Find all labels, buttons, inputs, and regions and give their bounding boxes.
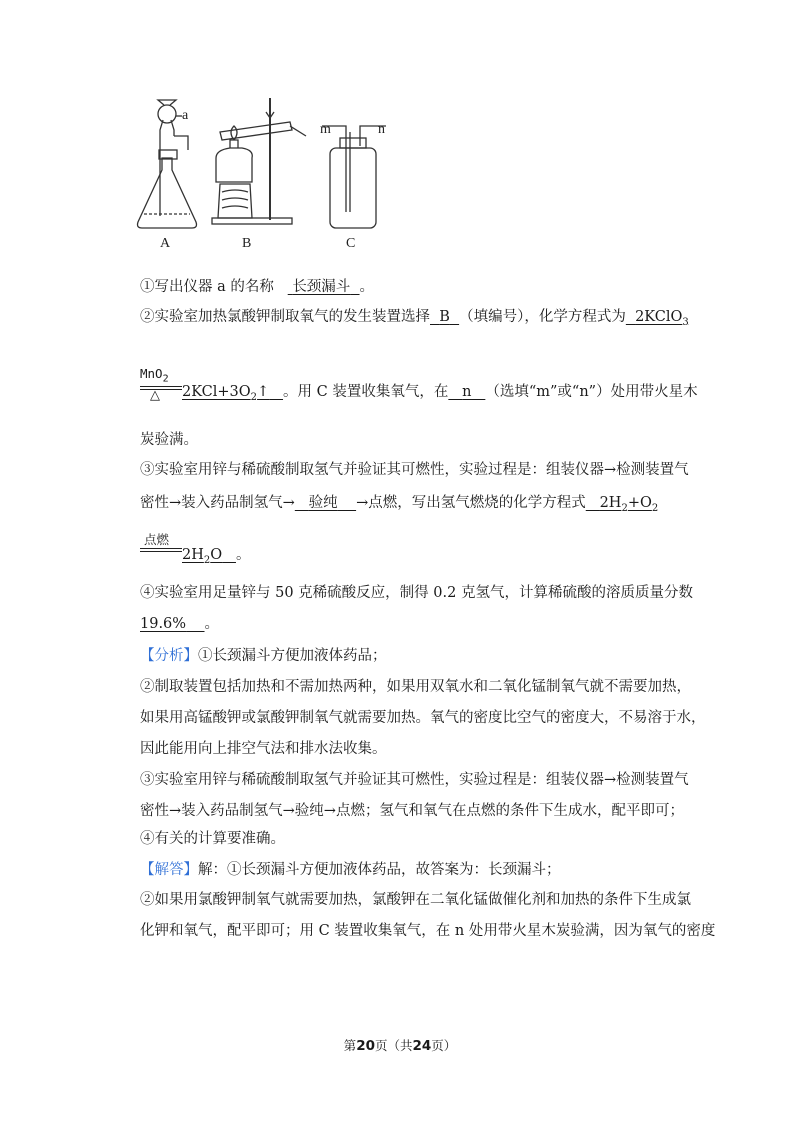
analysis-line-7: ④有关的计算要准确。 <box>140 831 285 847</box>
answer-tag: 【解答】 <box>140 862 198 878</box>
answer-line-2: ②如果用氯酸钾制氧气就需要加热，氯酸钾在二氧化锰做催化剂和加热的条件下生成氯 <box>140 892 691 908</box>
answer-2-port: n <box>462 384 472 400</box>
answer-line-3: 化钾和氧气，配平即可；用 C 装置收集氧气，在 n 处用带火星木炭验满，因为氧气的密度 <box>140 923 716 939</box>
heat-symbol: △ <box>150 388 160 403</box>
label-n: n <box>378 122 385 137</box>
question-3-line-2: 密性→装入药品制氢气→ 验纯 →点燃，写出氢气燃烧的化学方程式 $2H_2+O_2$ <box>140 495 659 514</box>
answer-2-device: B <box>439 309 450 325</box>
analysis-line-6: 密性→装入药品制氢气→验纯→点燃；氢气和氧气在点燃的条件下生成水，配平即可； <box>140 803 684 819</box>
analysis-line-4: 因此能用向上排空气法和排水法收集。 <box>140 741 387 757</box>
analysis-line-5: ③实验室用锌与稀硫酸制取氢气并验证其可燃性，实验过程是：组装仪器→检测装置气 <box>140 772 689 788</box>
answer-line-1: 【解答】解：①长颈漏斗方便加液体药品，故答案为：长颈漏斗； <box>140 862 561 878</box>
question-1: ①写出仪器 a 的名称 长颈漏斗 。 <box>140 279 375 295</box>
label-a: a <box>182 108 189 123</box>
equation-2-start: 2KClO$_3$ <box>635 309 689 328</box>
apparatus-figure <box>130 92 400 257</box>
equation-2: MnO$_2$ △ $2KCl+3O_2↑$ 。用 C 装置收集氧气，在 n （选填“m”或“n”）处用带火星木 <box>140 366 698 403</box>
page-total: 24 <box>412 1038 432 1054</box>
question-2-line-3: 炭验满。 <box>140 432 198 448</box>
apparatus-diagram <box>130 92 400 257</box>
stand-base <box>212 218 292 224</box>
page-footer: 第20页（共24页） <box>343 1038 457 1054</box>
question-2-line-1: ②实验室加热氯酸钾制取氧气的发生装置选择 B （填编号），化学方程式为 2KClO$_3$ <box>140 309 689 328</box>
answer-4: 19.6% <box>140 616 187 632</box>
label-B: B <box>242 236 252 251</box>
answer-3-step: 验纯 <box>308 495 338 511</box>
question-4-line-1: ④实验室用足量锌与 50 克稀硫酸反应，制得 0.2 克氢气，计算稀硫酸的溶质质量分数 <box>140 585 693 601</box>
analysis-line-3: 如果用高锰酸钾或氯酸钾制氧气就需要加热。氧气的密度比空气的密度大，不易溶于水， <box>140 710 706 726</box>
equation-3-end: $2H_2O$ <box>182 547 223 566</box>
answer-1: 长颈漏斗 <box>292 279 351 295</box>
analysis-tag: 【分析】 <box>140 648 198 664</box>
question-3-line-1: ③实验室用锌与稀硫酸制取氢气并验证其可燃性，实验过程是：组装仪器→检测装置气 <box>140 462 689 478</box>
label-C: C <box>346 236 356 251</box>
gas-bottle-c <box>330 148 376 228</box>
stopper-c <box>340 138 366 148</box>
question-4-line-2: 19.6% 。 <box>140 616 220 632</box>
label-m: m <box>320 122 331 137</box>
label-A: A <box>160 236 171 251</box>
equation-3-start: $2H_2+O_2$ <box>599 495 659 514</box>
page-number: 20 <box>356 1038 375 1054</box>
funnel-bulb-a <box>158 105 176 123</box>
conical-flask-a <box>138 158 197 228</box>
ignite-condition: 点燃 <box>144 532 170 547</box>
alcohol-lamp <box>216 148 252 182</box>
tube-m <box>322 126 346 212</box>
analysis-line-2: ②制取装置包括加热和不需加热两种，如果用双氧水和二氧化锰制氧气就不需要加热， <box>140 679 691 695</box>
equation-3: 点燃 $2H_2O$ 。 <box>140 530 440 566</box>
wooden-block <box>218 184 252 218</box>
delivery-tube-a <box>174 136 188 150</box>
equation-2-end: $2KCl+3O_2↑$ <box>182 384 270 403</box>
catalyst-label: MnO$_2$ <box>140 366 169 385</box>
analysis-line-1: 【分析】①长颈漏斗方便加液体药品； <box>140 648 387 664</box>
